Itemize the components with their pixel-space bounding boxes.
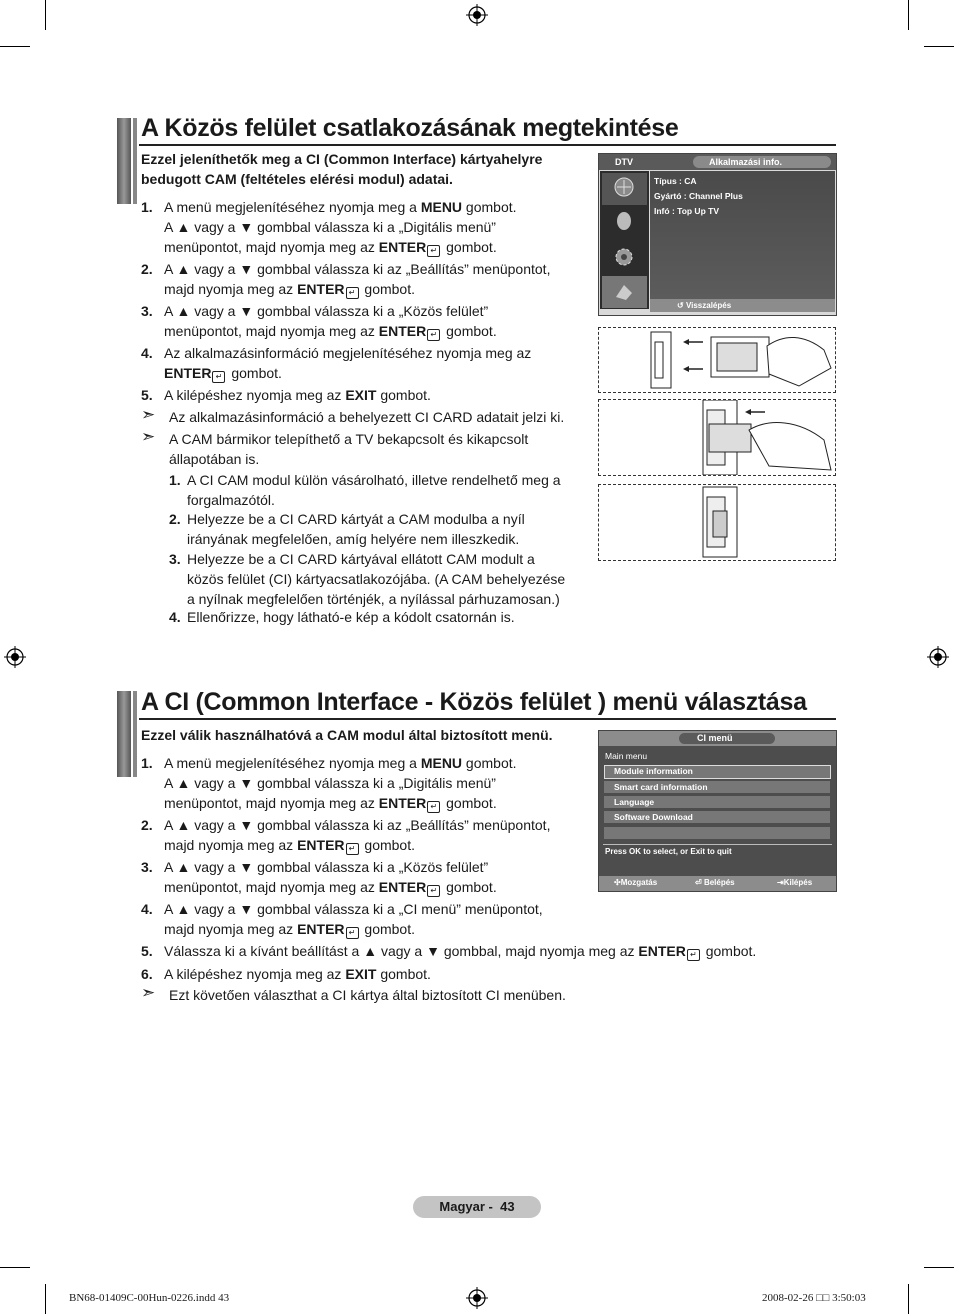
crop-mark (924, 46, 954, 47)
button-name: EXIT (345, 387, 377, 403)
move-text: Mozgatás (620, 878, 658, 887)
substep-text: közös felület (CI) kártyacsatlakozójába. (A CAM behelyezése (187, 571, 566, 587)
page-label: Magyar - 43 (439, 1199, 515, 1214)
step-text: majd nyomja meg az ENTER ↵ gombot. (164, 837, 415, 853)
input-icon (613, 281, 635, 303)
substep-text: forgalmazótól. (187, 492, 275, 508)
crop-mark (45, 0, 46, 30)
info-line: Gyártó : Channel Plus (654, 191, 743, 201)
sound-icon (613, 210, 635, 232)
step-text: menüpontot, majd nyomja meg az ENTER ↵ gombot. (164, 795, 497, 811)
button-name: ENTER (297, 837, 345, 853)
menu-item[interactable] (604, 827, 830, 839)
screen-divider (603, 844, 832, 845)
button-name: ENTER (164, 365, 212, 381)
step-text: menüpontot, majd nyomja meg az ENTER ↵ gombot. (164, 323, 497, 339)
note-text: Az alkalmazásinformáció a behelyezett CI CARD adatait jelzi ki. (169, 409, 565, 425)
picture-icon (613, 176, 635, 198)
section-bar (117, 691, 131, 777)
button-name: ENTER (378, 323, 427, 339)
section-intro: Ezzel válik használhatóvá a CAM modul által biztosított menü. (141, 727, 553, 743)
crop-mark (45, 1284, 46, 1314)
cam-inserted-illustration (599, 485, 835, 560)
registration-mark-icon (4, 646, 26, 668)
button-name: ENTER (378, 879, 427, 895)
step-number: 2. (141, 817, 153, 833)
enter-icon: ⏎ (695, 878, 704, 887)
note-text: Ezt követően választhat a CI kártya által biztosított CI menüben. (169, 987, 566, 1003)
note-arrow-icon: ➣ (141, 427, 156, 446)
enter-icon: ↵ (427, 329, 440, 341)
setup-icon (613, 246, 635, 268)
step-text: menüpontot, majd nyomja meg az ENTER ↵ gombot. (164, 239, 497, 255)
step-number: 6. (141, 966, 153, 982)
button-name: ENTER (638, 943, 686, 959)
title-rule (139, 718, 836, 720)
app-info-screen (598, 153, 837, 316)
return-icon: ↺ (677, 301, 686, 310)
section-title: A CI (Common Interface - Közös felület ) menü választása (141, 688, 807, 716)
return-text: Visszalépés (685, 301, 732, 310)
registration-mark-icon (466, 4, 488, 26)
enter-hint (695, 878, 735, 887)
step-text: A kilépéshez nyomja meg az EXIT gombot. (164, 966, 431, 982)
crop-mark (0, 1267, 30, 1268)
main-menu-label: Main menu (605, 751, 648, 761)
print-footer-right: 2008-02-26 □□ 3:50:03 (762, 1292, 866, 1304)
registration-mark-icon (466, 1287, 488, 1309)
step-number: 1. (141, 199, 153, 215)
section-bar (133, 691, 137, 777)
enter-icon: ↵ (427, 245, 440, 257)
substep-text: Helyezze be a CI CARD kártyát a CAM modulba a nyíl (187, 511, 525, 527)
screen-title: Alkalmazási info. (709, 157, 783, 167)
menu-item-label: Language (614, 797, 655, 807)
cam-illustration-3 (598, 484, 836, 561)
note-text: állapotában is. (169, 451, 260, 467)
enter-icon: ↵ (427, 801, 440, 813)
substep-number: 1. (169, 472, 181, 488)
section-bar (133, 118, 137, 204)
screen-tag: DTV (615, 157, 633, 167)
button-name: MENU (420, 199, 463, 215)
intro-line: Ezzel jeleníthetők meg a CI (Common Interface) kártyahelyre (141, 151, 543, 167)
info-line: Típus : CA (654, 176, 697, 186)
step-text: A ▲ vagy a ▼ gombbal válassza ki az „Beállítás” menüpontot, (164, 817, 551, 833)
section-intro (141, 149, 542, 189)
intro-line: bedugott CAM (feltételes elérési modul) adatai. (141, 171, 453, 187)
enter-icon: ↵ (687, 949, 700, 961)
title-rule (139, 144, 836, 146)
step-text: Válassza ki a kívánt beállítást a ▲ vagy a ▼ gombbal, majd nyomja meg az ENTER ↵ gombot. (164, 943, 757, 959)
step-text: A ▲ vagy a ▼ gombbal válassza ki a „Digitális menü” (164, 775, 496, 791)
crop-mark (0, 46, 30, 47)
step-text: A menü megjelenítéséhez nyomja meg a MENU gombot. (164, 755, 517, 771)
info-line: Infó : Top Up TV (654, 206, 719, 216)
step-number: 5. (141, 387, 153, 403)
enter-icon: ↵ (427, 885, 440, 897)
step-number: 4. (141, 345, 153, 361)
step-text: Az alkalmazásinformáció megjelenítéséhez nyomja meg az (164, 345, 532, 361)
enter-icon: ↵ (346, 927, 359, 939)
enter-icon: ↵ (212, 371, 225, 383)
cam-illustration-2 (598, 399, 836, 476)
button-name: EXIT (345, 966, 377, 982)
menu-item-label: Software Download (614, 812, 693, 822)
step-text: A ▲ vagy a ▼ gombbal válassza ki a „Közös felület” (164, 303, 489, 319)
step-text: majd nyomja meg az ENTER ↵ gombot. (164, 921, 415, 937)
button-name: ENTER (378, 239, 427, 255)
step-text: A kilépéshez nyomja meg az EXIT gombot. (164, 387, 431, 403)
substep-number: 4. (169, 609, 181, 625)
exit-icon: ⇥ (777, 878, 784, 887)
substep-number: 2. (169, 511, 181, 527)
substep-text: Ellenőrizze, hogy látható-e kép a kódolt csatornán is. (187, 609, 515, 625)
note-arrow-icon: ➣ (141, 405, 156, 424)
note-text: A CAM bármikor telepíthető a TV bekapcsolt és kikapcsolt (169, 431, 529, 447)
crop-mark (908, 1284, 909, 1314)
section-title: A Közös felület csatlakozásának megtekintése (141, 114, 679, 142)
screen-title: CI menü (697, 733, 733, 743)
crop-mark (924, 1267, 954, 1268)
step-text: majd nyomja meg az ENTER ↵ gombot. (164, 281, 415, 297)
enter-text: Belépés (703, 878, 735, 887)
button-name: MENU (420, 755, 463, 771)
move-hint (614, 878, 657, 887)
crop-mark (908, 0, 909, 30)
button-name: ENTER (378, 795, 427, 811)
menu-item-label: Smart card information (614, 782, 708, 792)
step-number: 2. (141, 261, 153, 277)
step-number: 3. (141, 859, 153, 875)
step-number: 1. (141, 755, 153, 771)
exit-text: Kilépés (783, 878, 813, 887)
substep-text: a nyílnak megfelelően történjék, a nyílással párhuzamosan.) (187, 591, 560, 607)
return-label (677, 301, 731, 310)
note-arrow-icon: ➣ (141, 983, 156, 1002)
step-text: A ▲ vagy a ▼ gombbal válassza ki a „Digitális menü” (164, 219, 496, 235)
substep-text: irányának megfelelően, amíg helyére nem illeszkedik. (187, 531, 520, 547)
substep-text: Helyezze be a CI CARD kártyával ellátott CAM modult a (187, 551, 535, 567)
step-text: A ▲ vagy a ▼ gombbal válassza ki az „Beállítás” menüpontot, (164, 261, 551, 277)
step-text: menüpontot, majd nyomja meg az ENTER ↵ gombot. (164, 879, 497, 895)
menu-item-label: Module information (614, 766, 693, 776)
step-text: ENTER ↵ gombot. (164, 365, 282, 381)
ci-menu-screen (598, 730, 837, 892)
print-footer-left: BN68-01409C-00Hun-0226.indd 43 (69, 1292, 230, 1304)
enter-icon: ↵ (346, 287, 359, 299)
cam-slot-illustration (599, 400, 835, 475)
section-bar (117, 118, 131, 204)
step-text: A menü megjelenítéséhez nyomja meg a MENU gombot. (164, 199, 517, 215)
select-hint: Press OK to select, or Exit to quit (605, 847, 732, 856)
step-number: 5. (141, 943, 153, 959)
enter-icon: ↵ (346, 843, 359, 855)
step-text: A ▲ vagy a ▼ gombbal válassza ki a „CI menü” menüpontot, (164, 901, 543, 917)
cam-card-illustration (599, 328, 835, 392)
step-number: 4. (141, 901, 153, 917)
registration-mark-icon (927, 646, 949, 668)
step-number: 3. (141, 303, 153, 319)
move-icon: ✣ (614, 878, 621, 887)
step-text: A ▲ vagy a ▼ gombbal válassza ki a „Közös felület” (164, 859, 489, 875)
exit-hint (777, 878, 812, 887)
button-name: ENTER (297, 281, 345, 297)
cam-illustration-1 (598, 327, 836, 393)
button-name: ENTER (297, 921, 345, 937)
substep-number: 3. (169, 551, 181, 567)
substep-text: A CI CAM modul külön vásárolható, illetve rendelhető meg a (187, 472, 561, 488)
